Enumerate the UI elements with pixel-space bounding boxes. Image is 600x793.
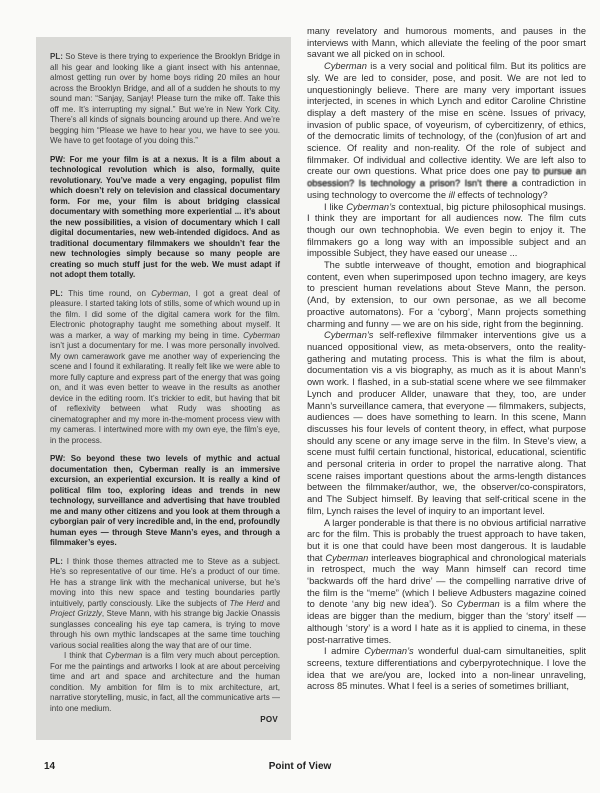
text-run: contextual, big picture philosophical musings. I think they are important for all audiences now. The film cuts though our own technophobia. We even begin to enjoy it. The filmmakers go a long way with an impossible subject and an impossible Subject, they have eased our unease ...: [307, 201, 586, 259]
text-run: For me your film is at a nexus. It is a film about a technological revolution which is also, formally, quite revolutionary. You’ve made a very engaging, populist film which doesn’t rely on television and classical documentary form. For me, your film is about bridging classical documentary with something more experiential ... it’s about the new possibilities, a vision of documentary which I call digital documentaries, new web-intended digidocs. And as traditional documentary filmmakers we shouldn’t fear the new technologies simply because so many people are creating so much stuff just for the web. We must adapt if not adopt them totally.: [50, 154, 280, 279]
text-run: wonderful dual-cam simultaneities, split screens, texture differentiations and cyberpyrotechnique. I love the idea that we are/you are, locked into a non-linear unraveling, across 85 minutes. What I feel is a series of sometimes brilliant,: [307, 646, 586, 692]
text-run: is a very social and political film. But its politics are sly. We are led to consider, pose, and posit. We are not led to unquestioningly believe. There are many very important issues interjected, in scenes in which Lynch and editor Caroline Christine display a deft mastery of the mise en scène. Issues of privacy, invasion of public space, of voyeurism, of cybercitizenry, of ethics, of the democratic limits of technology, of the (con)fusion of art and science. Of reality and non-reality. Of the role of subject and filmmaker. Of individual and collective identity. We are left also to create our own questions. What price does one pay: [307, 61, 586, 177]
paragraph: [50, 289, 280, 447]
text-run: ill: [448, 189, 455, 200]
text-run: is a film very much about perception. For me the paintings and artworks I look at are about perceiving time and art and space and architecture and the human condition. My ambition for film is to mix architecture, art, narrative storytelling, music, in fact, all the communicative arts — into one medium.: [50, 651, 280, 713]
text-run: Cyberman: [105, 651, 143, 660]
paragraph: [50, 454, 280, 549]
text-run: , Steve Mann, with his strange big Jackie Onassis sunglasses concealing his eye tap camera, is trying to move through his own mythic landscapes at the same time touching various social realities along the way that are of our time.: [50, 609, 280, 650]
text-run: I think those themes attracted me to Steve as a subject. He’s so representative of our time. He’s a product of our time. He has a strange link with the mechanical universe, but he’s moving into this new space and testing boundaries partly intuitively, partly consciously. Like the subjects of: [50, 556, 281, 608]
text-run: PW:: [50, 154, 70, 164]
paragraph: [307, 260, 586, 330]
review-text-column: [307, 26, 586, 693]
footer-journal-title: Point of View: [268, 761, 332, 772]
text-run: The subtle interweave of thought, emotion and biographical content, even when superimposed upon techno imagery, are keys to prescient human revelations about Steve Mann, the person. (And, by extension, to our own personae, as we all become proactive automatons). For a ‘cyborg’, Mann projects something charming and funny — we are on his side, right from the beginning.: [307, 260, 586, 329]
text-run: Cyberman: [151, 288, 189, 298]
text-run: I think that: [64, 651, 106, 660]
text-run: I like: [324, 201, 347, 212]
text-run: Cyberman’s: [364, 646, 414, 657]
text-run: Cyberman: [456, 599, 500, 610]
text-run: interleaves biographical and chronological materials in retrospect, much the way Mann himself can record time ‘backwards off the hard drive’ — the compelling narrative drive of the film is the “meme” (which I believe Adbusters magazine coined to denote ‘any big new idea’). So: [307, 552, 586, 610]
paragraph: [307, 646, 586, 693]
text-run: The Herd: [229, 598, 264, 608]
text-run: , I got a great deal of pleasure. I started taking lots of stills, some of which wound up in the film. I did some of the digital camera work for the film. Electronic photography taught me something about myself. It was a marker, a way of marking my being in time.: [50, 288, 281, 340]
paragraph: [50, 155, 280, 281]
text-run: Project Grizzly: [50, 609, 102, 618]
paragraph: [307, 61, 586, 201]
text-run: PW:: [50, 454, 71, 463]
text-run: Cyberman: [243, 330, 280, 340]
text-run: Cyberman: [325, 552, 369, 563]
text-run: contradiction in using technology to overcome the: [307, 178, 586, 200]
pov-end-mark: POV: [260, 715, 278, 724]
text-run: So beyond these two levels of mythic and actual documentation then, Cyberman really is an immersive excursion, an experiential excursion. It is really a kind of political film too, exploring ideas and trends in new technology, surveillance and advertising that have troubled me and many other citizens and you look at them through a cyborgian pair of very incredible and, in the end, profoundly human eyes — through Steve Mann’s eyes, and through a filmmaker’s eyes.: [50, 454, 280, 547]
paragraph: [307, 202, 586, 261]
text-run: Cyberman’s: [324, 330, 374, 341]
text-run: is a film where the ideas are bigger than the medium, bigger than the ‘story’ itself — although ‘story’ is a word I hate as it is applied to cinema, in these post-narrative times.: [307, 599, 586, 645]
text-run: This time round, on: [68, 288, 152, 298]
text-run: PL:: [50, 52, 66, 61]
paragraph: [307, 330, 586, 517]
paragraph: [50, 557, 280, 652]
text-run: Cyberman’s: [346, 201, 396, 212]
text-run: A larger ponderable is that there is no obvious artificial narrative arc for the film. This is probably the truest approach to have taken, but it is one that could have been most dangerous. It is laudable that: [307, 517, 587, 563]
text-run: So Steve is there trying to experience the Brooklyn Bridge in all his gear and looking like a giant insect with his antennae, almost getting run over by home boys riding 20 miles an hour across the Brooklyn Bridge, and all of a sudden he shouts to my sound man: “Sanjay, Sanjay! Please turn the mike off. Take this off me. It’s interrupting my signal.” But we’re in New York City. There’s all kinds of signals bouncing around up there. And we’re begging him “Please we have to hear you, we have to see you. We have to get footage of you doing this.”: [50, 52, 281, 145]
text-run: effects of technology?: [454, 189, 548, 200]
interview-sidebar-box: [36, 37, 291, 740]
paragraph: [50, 52, 280, 147]
text-run: PL:: [50, 556, 67, 566]
text-run: isn’t just a documentary for me. I was more personally involved. My own camerawork gave me another way of experiencing the scene and I found it exhilarating. It really felt like we were able to more fully capture and express part of the energy that was going on, and it was even better to weave in the results as another device in the editing room. It’s trickier to edit, but having that bit of reflexivity between what Rudy was shooting as cinematographer and my more in-the-moment process view with my cameras. I intertwined more with my own eye, the film’s eye, in the process.: [50, 341, 280, 445]
text-run: many revelatory and humorous moments, and pauses in the interviews with Mann, which alleviate the feeling of the poor smart savant we all picked on in school.: [307, 26, 586, 60]
paragraph: [307, 26, 586, 61]
text-run: PL:: [50, 288, 69, 298]
text-run: I admire: [324, 646, 365, 657]
smudged-text-run: to pursue an obsession? Is technology a prison? Isn’t there a: [307, 166, 587, 189]
paragraph: [307, 518, 586, 647]
footer-page-number: 14: [44, 761, 56, 772]
paragraph: [50, 651, 280, 714]
text-run: and: [263, 598, 280, 608]
text-run: self-reflexive filmmaker interventions give us a nuanced oppositional view, as meta-observers, onto the reality-gathering and mutating process. This is what the film is about, documentation vis a vis biography, as much as it is about Mann’s own work. I flashed, in a sub-statial scene where we see filmmaker Lynch and producer Allder, unaware that they, too, are under Mann’s surveillance camera, that everyone — filmmakers, subjects, audiences — does have something to learn. In this scene, Mann discusses his four levels of content theory, in effect, what purpose should any scene or any image serve in the film. In Steve’s view, a scene must fulfil certain functional, historical, educational, scientific and personal criteria in order to propel the narrative along. That scene raises important questions about the arms-length distances between the filmmaker/author, we, the observer/co-conspirators, and The Subject himself. By leaving that self-critical scene in the film, Lynch raises the level of inquiry to an important level.: [307, 330, 586, 516]
text-run: Cyberman: [324, 61, 367, 72]
interview-box-content: [50, 52, 280, 714]
